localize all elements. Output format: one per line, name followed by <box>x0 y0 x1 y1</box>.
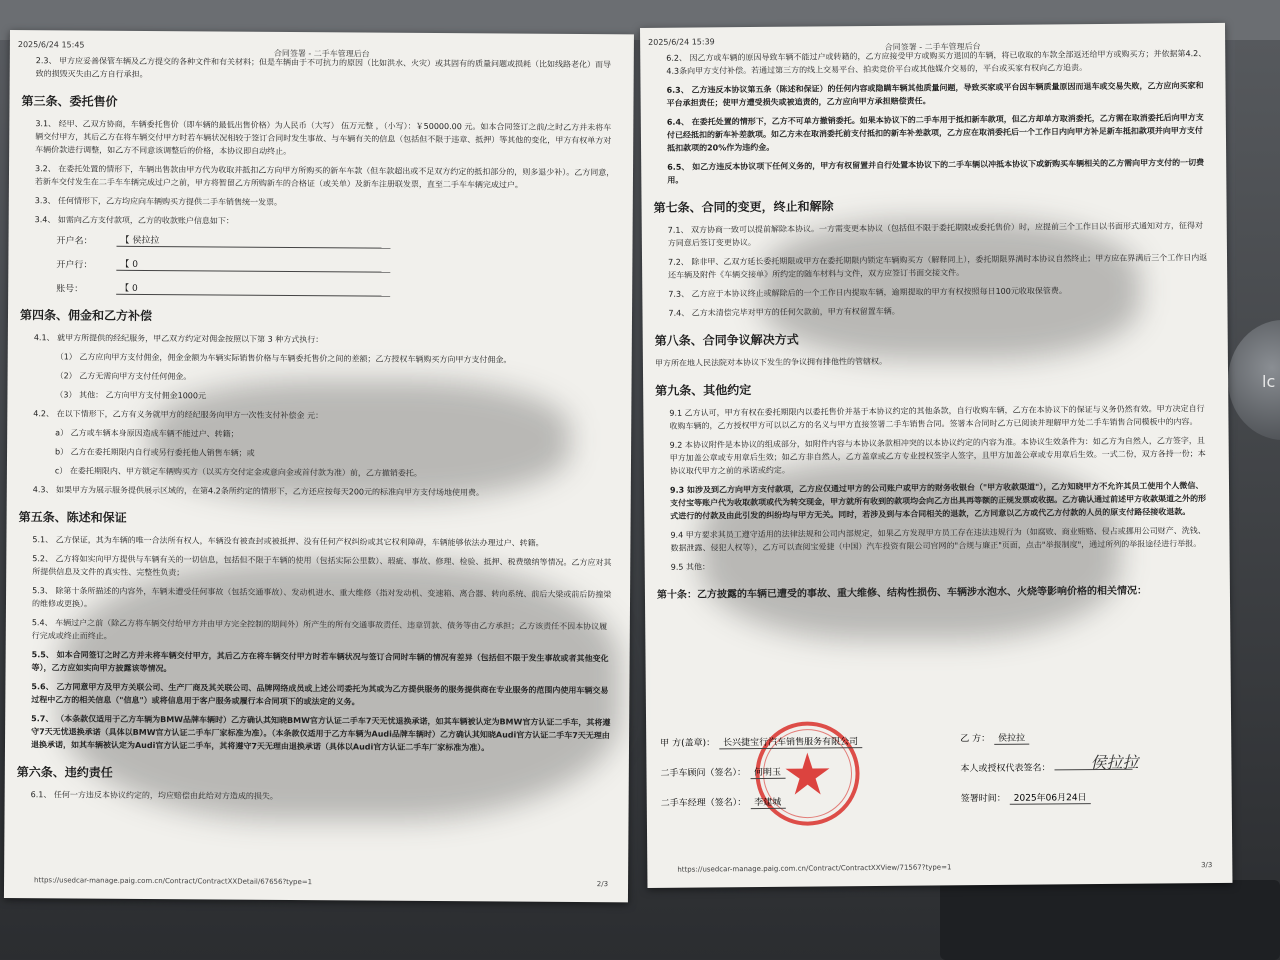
account-bank-value: 【 0 <box>116 257 390 273</box>
party-b-row <box>960 731 1029 746</box>
clause-4-1-opt-3: （3） 其他： 乙方向甲方支付佣金1000元 <box>55 390 207 401</box>
account-number-label: 账号： <box>56 283 84 295</box>
clause-2-3: 2.3、 甲方应妥善保管车辆及乙方提交的各种文件和有关材料；但是车辆由于不可抗力的原因（比如洪水、火灾）或其固有的质量问题或损耗（比如线路老化）而导致的损毁灭失由乙方自行承担。 <box>35 56 612 79</box>
section-4-title: 第四条、佣金和乙方补偿 <box>19 308 153 323</box>
section-3-title: 第三条、委托售价 <box>21 94 118 109</box>
clause-5-5: 5.5、 如本合同签订之时乙方并未将车辆交付甲方，其后乙方在将车辆交付甲方时若车辆状况与签订合同时车辆的情况有差异（包括但不限于发生事故或者其他变化等），乙方应如实向甲方披露该等情况。 <box>31 650 609 674</box>
handwritten-signature: 侯拉拉 <box>1090 752 1139 773</box>
page-header <box>17 38 626 59</box>
manager-row <box>661 795 786 810</box>
clause-4-2-c: c） 在委托期限内、甲方锁定车辆购买方（以买方交付定金或意向金或首付款为准）前，乙方撤销委托。 <box>54 466 422 478</box>
manager-label: 二手车经理（签名）： <box>660 798 747 809</box>
account-number-field <box>56 280 614 298</box>
page-footer <box>677 861 1212 874</box>
account-bank-label: 开户行： <box>56 259 93 271</box>
clause-5-1: 5.1、 乙方保证，其为车辆的唯一合法所有权人，车辆没有被查封或被抵押、没有任何产权纠纷或其它权利障碍，车辆能够依法办理过户、转籍。 <box>32 535 544 548</box>
clause-7-4: 7.4、 乙方未清偿完毕对甲方的任何欠款前，甲方有权留置车辆。 <box>668 306 900 318</box>
clause-5-2: 5.2、 乙方将如实向甲方提供与车辆有关的一切信息，包括但不限于车辆的使用（包括实际公里数）、瑕疵、事故、修理、检验、抵押、税费缴纳等情况。乙方应对其所提供信息及文件的真实性、完整性负责； <box>32 554 612 578</box>
clause-4-1-opt-1: （1） 乙方应向甲方支付佣金，佣金金额为车辆实际销售价格与车辆委托售价之间的差额；乙方授权车辆购买方向甲方支付佣金。 <box>55 352 512 365</box>
clause-4-2-a: a） 乙方或车辆本身原因造成车辆不能过户、转籍； <box>55 428 239 439</box>
clause-4-2: 4.2、 在以下情形下，乙方有义务就甲方的经纪服务向甲方一次性支付补偿金 元： <box>33 409 324 421</box>
section-8-title: 第八条、合同争议解决方式 <box>654 332 799 348</box>
clause-4-1: 4.1、 就甲方所提供的经纪服务，甲乙双方约定对佣金按照以下第 3 种方式执行： <box>33 333 324 345</box>
clause-9-3: 9.3 如涉及到乙方向甲方支付款项，乙方应仅通过甲方的公司账户或甲方的财务收银台（"甲方收款渠道"），乙方知晓甲方不允许其员工使用个人微信、支付宝等账户代为收取款项或代为转交现金，甲方就所有收到的款项均会向乙方出具再等额的正规发票或收据。乙方确认通过前述甲方收款渠道之外的形式进行的付款及由此引发的纠纷均与甲方无关。同时，若涉及到与本合同相关的退款，乙方同意以乙方或代乙方付款的人员的原支付路径接收退款。 <box>669 481 1207 521</box>
clause-3-4: 3.4、 如需向乙方支付款项，乙方的收款账户信息如下： <box>34 215 234 226</box>
clause-4-3: 4.3、 如果甲方为展示服务提供展示区域的，在第4.2条所约定的情形下，乙方还应按每天200元的标准向甲方支付场地使用费。 <box>32 485 485 498</box>
page-number: 3/3 <box>1201 861 1213 870</box>
clause-7-1: 7.1、 双方协商一致可以提前解除本协议。一方需变更本协议（包括但不限于委托期限或委托售价）时，应提前三个工作日以书面形式通知对方，征得对方同意后签订变更协议。 <box>667 221 1204 248</box>
clause-5-6: 5.6、 乙方同意甲方及甲方关联公司、生产厂商及其关联公司、品牌网络成员或上述公司委托为其或为乙方提供服务的服务提供商在专业服务的范围内使用车辆交易过程中乙方的相关信息（"信息"）或将信息用于客户服务或履行本合同项下的或法定的义务。 <box>31 682 609 707</box>
party-b-label: 乙 方： <box>960 733 991 745</box>
clause-5-4: 5.4、 车辆过户之前（除乙方将车辆交付给甲方并由甲方完全控制的期间外）所产生的所有交通事故责任、违章罚款、债务等由乙方承担；乙方该责任不因本协议履行完成或终止而终止。 <box>31 618 608 641</box>
account-bank-field <box>56 256 614 274</box>
clause-5-3: 5.3、 除第十条所描述的内容外，车辆未遭受任何事故（包括交通事故）、发动机进水、重大维修（指对发动机、变速箱、离合器、转向系统、前后大梁或前后防撞梁的维修或更换）。 <box>31 586 612 609</box>
clause-6-4: 6.4、 在委托处置的情形下，乙方不可单方撤销委托。如果本协议下的二手车用于抵扣新车款项，但乙方却单方取消委托，乙方需在取消委托后向甲方支付已经抵扣的新车补差款项。如乙方未在取消委托前支付抵扣的新车补差款项，乙方应在取消委托后一个工作日内向甲方补足新车抵扣款项并向甲方支付抵扣款项的20%作为违约金。 <box>666 113 1204 153</box>
clause-6-5: 6.5、 如乙方违反本协议项下任何义务的，甲方有权留置并自行处置本协议下的二手车辆以冲抵本协议下或新购买车辆相关的乙方需向甲方支付的一切费用。 <box>667 158 1205 185</box>
footer-url: https://usedcar-manage.paig.com.cn/Contract/ContractXXView/71567?type=1 <box>677 863 952 874</box>
sign-time-label: 签署时间： <box>960 793 1006 805</box>
account-name-label: 开户名： <box>56 235 93 247</box>
print-datetime: 2025/6/24 15:39 <box>648 37 715 47</box>
clause-3-1: 3.1、 经甲、乙双方协商，车辆委托售价（即车辆的最低出售价格）为人民币（大写） 伍万元整 ，（小写）：￥50000.00 元。如本合同签订之前/之时乙方并未将车辆交付甲方，其后乙方在将车辆交付甲方时若车辆状况相较于签订合同时发生事故、与车辆有关的信息（包括但不限于违章、抵押）等其他的变化，甲方有权单方对车辆价款进行调整，如乙方不同意该调整后的价格，本协议即自动终止。 <box>35 119 612 156</box>
header-title: 合同签署 - 二手车管理后台 <box>273 48 370 59</box>
party-a-label: 甲 方(盖章)： <box>660 738 716 749</box>
party-b-value: 侯拉拉 <box>994 731 1029 745</box>
clause-9-2: 9.2 本协议附件是本协议的组成部分，如附件内容与本协议条款相冲突的以本协议约定的内容为准。本协议生效条件为：如乙方为自然人，乙方签字，且甲方加盖公章或专用章后生效；如乙方非自然人，乙方盖章或乙方专业授权签字人签字，且甲方加盖公章或专用章后生效。一式二份，双方各持一份；本协议取代甲方之前的承诺或约定。 <box>669 436 1206 476</box>
section-10-title: 第十条：乙方披露的车辆已遭受的事故、重大维修、结构性损伤、车辆涉水泡水、火烧等影响价格的相关情况： <box>656 585 1147 601</box>
section-7-title: 第七条、合同的变更，终止和解除 <box>653 199 834 215</box>
manager-value: 李建城 <box>750 795 785 809</box>
mouse-pad <box>940 880 1280 960</box>
sign-time-value: 2025年06月24日 <box>1010 790 1091 805</box>
clause-8: 甲方所在地人民法院对本协议下发生的争议拥有排他性的管辖权。 <box>654 356 887 368</box>
clause-6-2: 6.2、 因乙方或车辆的原因导致车辆不能过户或转籍的，乙方应接受甲方或购买方退回的车辆，将已收取的车款全部返还给甲方或购买方；并依据第4.2、4.3条向甲方支付补偿。若通过第三方的线上交易平台、拍卖竞价平台或其他媒介交易的，平台或买家有权向乙方追责。 <box>666 49 1207 76</box>
contract-page-3 <box>640 23 1232 888</box>
page-number: 2/3 <box>596 880 609 889</box>
footer-url: https://usedcar-manage.paig.com.cn/Contract/ContractXXDetail/67656?type=1 <box>34 876 313 887</box>
section-9-title: 第九条、其他约定 <box>655 383 752 398</box>
advisor-label: 二手车顾问（签名）： <box>660 768 747 779</box>
clause-3-3: 3.3、 任何情形下，乙方均应向车辆购买方提供二手车销售统一发票。 <box>34 196 283 207</box>
header-title: 合同签署 - 二手车管理后台 <box>884 42 981 52</box>
page-content <box>17 54 616 811</box>
account-name-value: 【 侯拉拉 <box>116 233 390 249</box>
object-label: lc <box>1262 372 1276 391</box>
print-datetime: 2025/6/24 15:45 <box>17 40 85 50</box>
clause-4-2-b: b） 乙方在委托期限内自行或另行委托他人销售车辆；或 <box>55 447 255 458</box>
signature-block <box>660 713 1218 828</box>
clause-9-4: 9.4 甲方要求其员工遵守适用的法律法规和公司内部规定，如果乙方发现甲方员工存在违法违规行为（如腐败、商业贿赂、侵占或挪用公司财产、洗钱、数据泄露、侵犯人权等），乙方可以查阅宝爱捷（中国）汽车投资有限公司官网的"合规与廉正"页面，点击"举报制度"，通过所列的举报途径进行举报。 <box>670 526 1206 553</box>
clause-7-2: 7.2、 除非甲、乙双方延长委托期限或甲方在委托期限内锁定车辆购买方（解释同上），委托期限界满时本协议自然终止；甲方应在界满后三个工作日内返还车辆及附件《车辆交接单》所约定的随车材料与文件，双方应签订书面交接文件。 <box>668 253 1208 280</box>
sign-time-row <box>961 790 1091 805</box>
clause-5-7: 5.7、 （本条款仅适用于乙方车辆为BMW品牌车辆时）乙方确认其知晓BMW官方认证二手车7天无忧退换承诺，如其车辆被认定为BMW官方认证二手车，其将遵守7天无忧退换承诺（具体以BMW官方认证二手车厂家标准为准）。（本条款仅适用于乙方车辆为Audi品牌车辆时）乙方确认其知晓Audi官方认证二手车7天无理由退换承诺，如其车辆被认定为Audi官方认证二手车，其将遵守7天无理由退换承诺（具体以Audi官方认证二手车厂家标准为准）。 <box>30 714 611 753</box>
page-header <box>648 31 1217 52</box>
section-6-title: 第六条、违约责任 <box>16 765 113 780</box>
clause-4-1-opt-2: （2） 乙方无需向甲方支付任何佣金。 <box>55 371 192 382</box>
clause-6-3: 6.3、 乙方违反本协议第五条（陈述和保证）的任何内容或隐瞒车辆其他质量问题，导致买家或平台因车辆质量原因而退车或交易失败，乙方应向买家和平台承担责任；使甲方遭受损失或被追责的，乙方应向甲方承担赔偿责任。 <box>666 81 1204 108</box>
advisor-row <box>660 765 785 780</box>
section-5-title: 第五条、陈述和保证 <box>18 510 127 525</box>
clause-3-2: 3.2、 在委托处置的情形下，车辆出售款由甲方代为收取并抵扣乙方向甲方所购买的新车车款（但车款超出或不足双方约定的抵扣部分的，则多退少补）。乙方同意，若新车交付发生在二手车车辆完成过户之前，甲方将暂留乙方所购新车的合格证（或关单）及新车注册联发票，直至二手车车辆完成过户。 <box>34 164 615 190</box>
clause-9-1: 9.1 乙方认可，甲方有权在委托期限内以委托售价并基于本协议约定的其他条款，自行收购车辆，乙方在本协议下的保证与义务仍然有效。甲方决定自行收购车辆的，乙方授权甲方可以以乙方的名义与甲方直接签署二手车销售合同。签署本合同时乙方已阅读并理解甲方处二手车销售合同模板中的内容。 <box>669 404 1205 431</box>
party-a-value: 长兴捷宝行汽车销售服务有限公司 <box>719 734 862 749</box>
party-a-row <box>660 734 862 750</box>
advisor-value: 何明玉 <box>750 765 785 779</box>
clause-6-1: 6.1、 任何一方违反本协议约定的，均应赔偿由此给对方造成的损失。 <box>30 790 278 801</box>
desk-edge <box>1235 40 1280 960</box>
clause-9-5: 9.5 其他： <box>670 562 711 572</box>
page-footer <box>34 876 608 888</box>
contract-page-2 <box>4 30 634 902</box>
representative-label: 本人或授权代表签名： <box>960 763 1051 775</box>
account-number-value: 【 0 <box>116 281 390 297</box>
page-content <box>652 47 1212 609</box>
clause-7-3: 7.3、 乙方应于本协议终止或解除后的一个工作日内提取车辆，逾期提取的甲方有权按照每日100元收取保管费。 <box>668 286 1067 299</box>
account-name-field <box>56 232 614 250</box>
